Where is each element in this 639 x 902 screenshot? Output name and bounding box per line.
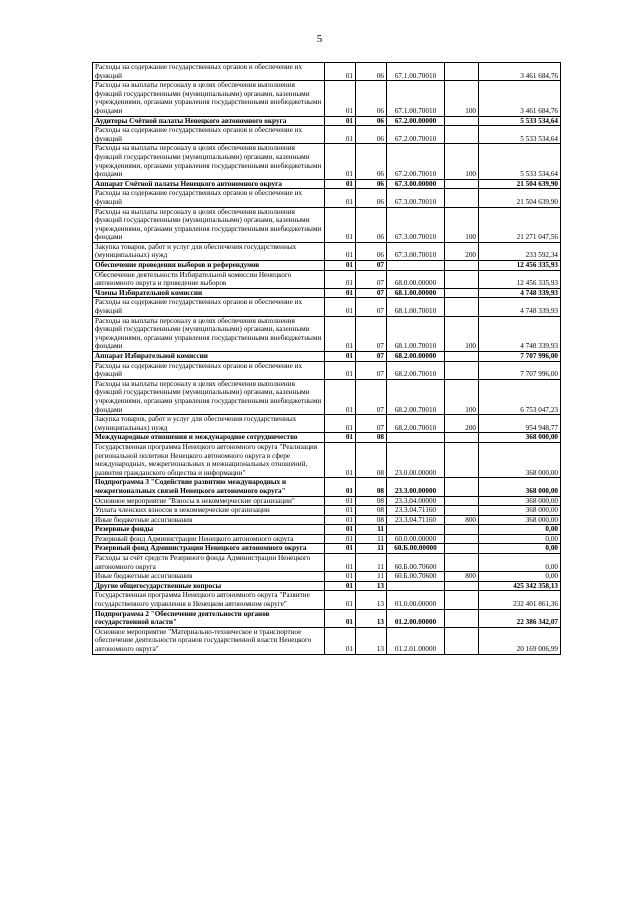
row-subsection: 07 xyxy=(356,415,387,433)
row-section: 01 xyxy=(325,116,356,126)
row-subsection: 08 xyxy=(356,478,387,496)
row-amount: 0,00 xyxy=(479,554,561,572)
row-target-article: 68.1.00.70010 xyxy=(387,298,445,316)
row-section: 01 xyxy=(325,534,356,544)
table-row xyxy=(93,189,561,207)
table-row xyxy=(93,261,561,271)
row-section: 01 xyxy=(325,298,356,316)
row-amount: 4 748 339,93 xyxy=(479,298,561,316)
row-section: 01 xyxy=(325,496,356,506)
row-expense-type: 100 xyxy=(445,207,479,242)
row-amount: 232 401 861,36 xyxy=(479,591,561,609)
row-subsection: 11 xyxy=(356,572,387,582)
row-name: Расходы на содержание государственных органов и обеспечение их функций xyxy=(93,189,325,207)
row-expense-type xyxy=(445,554,479,572)
row-subsection: 11 xyxy=(356,534,387,544)
row-expense-type xyxy=(445,609,479,627)
row-subsection: 08 xyxy=(356,496,387,506)
row-expense-type xyxy=(445,496,479,506)
table-row xyxy=(93,442,561,477)
row-subsection: 13 xyxy=(356,609,387,627)
row-target-article: 23.0.00.00000 xyxy=(387,442,445,477)
row-section: 01 xyxy=(325,442,356,477)
row-subsection: 07 xyxy=(356,316,387,351)
row-name: Основное мероприятие "Взносы в некоммерческие организации" xyxy=(93,496,325,506)
row-name: Иные бюджетные ассигнования xyxy=(93,572,325,582)
row-expense-type xyxy=(445,361,479,379)
row-section: 01 xyxy=(325,352,356,362)
page-number: 5 xyxy=(316,33,323,45)
row-section: 01 xyxy=(325,144,356,179)
table-row xyxy=(93,207,561,242)
row-name: Обеспечение деятельности Избирательной комиссии Ненецкого автономного округа и проведение выборов xyxy=(93,270,325,288)
row-target-article: 67.2.00.70010 xyxy=(387,144,445,179)
table-row xyxy=(93,352,561,362)
row-subsection: 06 xyxy=(356,179,387,189)
row-section: 01 xyxy=(325,572,356,582)
row-name: Аудиторы Счётной палаты Ненецкого автономного округа xyxy=(93,116,325,126)
row-section: 01 xyxy=(325,581,356,591)
row-subsection: 11 xyxy=(356,544,387,554)
table-row xyxy=(93,81,561,116)
row-subsection: 06 xyxy=(356,144,387,179)
table-row xyxy=(93,415,561,433)
row-section: 01 xyxy=(325,270,356,288)
row-amount: 368 000,00 xyxy=(479,478,561,496)
row-section: 01 xyxy=(325,591,356,609)
row-section: 01 xyxy=(325,433,356,443)
row-target-article: 23.3.00.00000 xyxy=(387,478,445,496)
row-subsection: 07 xyxy=(356,352,387,362)
row-name: Резервный фонд Администрации Ненецкого автономного округа xyxy=(93,544,325,554)
table-row xyxy=(93,116,561,126)
row-section: 01 xyxy=(325,609,356,627)
row-subsection: 06 xyxy=(356,116,387,126)
row-expense-type: 100 xyxy=(445,316,479,351)
table-row xyxy=(93,433,561,443)
row-name: Обеспечение проведения выборов и референдумов xyxy=(93,261,325,271)
table-row xyxy=(93,515,561,525)
table-row xyxy=(93,179,561,189)
table-row xyxy=(93,270,561,288)
row-subsection: 06 xyxy=(356,81,387,116)
row-expense-type xyxy=(445,116,479,126)
row-target-article: 23.3.04.71160 xyxy=(387,515,445,525)
row-expense-type: 200 xyxy=(445,415,479,433)
row-section: 01 xyxy=(325,126,356,144)
row-expense-type xyxy=(445,591,479,609)
row-subsection: 08 xyxy=(356,433,387,443)
row-amount: 0,00 xyxy=(479,534,561,544)
row-amount: 12 456 335,93 xyxy=(479,261,561,271)
row-expense-type xyxy=(445,298,479,316)
row-section: 01 xyxy=(325,261,356,271)
row-name: Расходы на выплаты персоналу в целях обеспечения выполнения функций государственными (муниципальными) органами, казенными учреждениями, органами управления государственными внебюджетными фондами xyxy=(93,81,325,116)
row-section: 01 xyxy=(325,554,356,572)
row-target-article xyxy=(387,581,445,591)
row-target-article: 67.3.00.70010 xyxy=(387,189,445,207)
table-row xyxy=(93,544,561,554)
table-row xyxy=(93,379,561,414)
row-amount: 20 169 006,99 xyxy=(479,627,561,654)
row-amount: 21 504 639,90 xyxy=(479,179,561,189)
row-name: Расходы на содержание государственных органов и обеспечение их функций xyxy=(93,126,325,144)
row-expense-type xyxy=(445,627,479,654)
row-name: Государственная программа Ненецкого автономного округа "Развитие государственного управления в Ненецком автономном округе" xyxy=(93,591,325,609)
table-row xyxy=(93,478,561,496)
row-section: 01 xyxy=(325,544,356,554)
table-row xyxy=(93,572,561,582)
row-amount: 22 386 342,07 xyxy=(479,609,561,627)
row-expense-type xyxy=(445,189,479,207)
row-expense-type xyxy=(445,478,479,496)
table-row xyxy=(93,627,561,654)
table-row xyxy=(93,496,561,506)
row-name: Другие общегосударственные вопросы xyxy=(93,581,325,591)
table-row xyxy=(93,242,561,260)
row-expense-type xyxy=(445,270,479,288)
row-amount: 5 533 534,64 xyxy=(479,116,561,126)
row-amount: 4 748 339,93 xyxy=(479,316,561,351)
row-target-article: 68.1.00.70010 xyxy=(387,316,445,351)
row-subsection: 06 xyxy=(356,63,387,81)
row-name: Закупка товаров, работ и услуг для обеспечения государственных (муниципальных) нужд xyxy=(93,415,325,433)
row-target-article: 60.0.00.00000 xyxy=(387,534,445,544)
table-row xyxy=(93,525,561,535)
row-name: Аппарат Избирательной комиссии xyxy=(93,352,325,362)
row-expense-type xyxy=(445,288,479,298)
row-expense-type xyxy=(445,525,479,535)
row-subsection: 06 xyxy=(356,242,387,260)
row-target-article: 01.2.01.00000 xyxy=(387,627,445,654)
row-expense-type xyxy=(445,179,479,189)
row-subsection: 08 xyxy=(356,515,387,525)
row-expense-type xyxy=(445,63,479,81)
row-name: Расходы на выплаты персоналу в целях обеспечения выполнения функций государственными (муниципальными) органами, казенными учреждениями, органами управления государственными внебюджетными фондами xyxy=(93,379,325,414)
row-section: 01 xyxy=(325,361,356,379)
row-amount: 425 342 358,13 xyxy=(479,581,561,591)
row-target-article: 23.3.04.71160 xyxy=(387,506,445,516)
row-name: Резервный фонд Администрации Ненецкого автономного округа xyxy=(93,534,325,544)
row-target-article: 01.2.00.00000 xyxy=(387,609,445,627)
row-subsection: 11 xyxy=(356,525,387,535)
row-subsection: 13 xyxy=(356,581,387,591)
table-row xyxy=(93,316,561,351)
row-name: Уплата членских взносов в некоммерческие организации xyxy=(93,506,325,516)
table-row xyxy=(93,298,561,316)
row-name: Основное мероприятие "Материально-техническое и транспортное обеспечение деятельности органов государственной власти Ненецкого автономного округа" xyxy=(93,627,325,654)
row-name: Подпрограмма 2 "Обеспечение деятельности органов государственной власти" xyxy=(93,609,325,627)
row-subsection: 13 xyxy=(356,591,387,609)
row-name: Члены Избирательной комиссии xyxy=(93,288,325,298)
row-section: 01 xyxy=(325,525,356,535)
row-subsection: 07 xyxy=(356,379,387,414)
row-amount: 5 533 534,64 xyxy=(479,126,561,144)
row-subsection: 07 xyxy=(356,270,387,288)
budget-table xyxy=(92,62,561,655)
row-expense-type: 800 xyxy=(445,572,479,582)
row-target-article: 23.3.04.00000 xyxy=(387,496,445,506)
row-subsection: 07 xyxy=(356,261,387,271)
row-amount: 954 948,77 xyxy=(479,415,561,433)
row-name: Иные бюджетные ассигнования xyxy=(93,515,325,525)
row-amount: 7 707 996,00 xyxy=(479,361,561,379)
row-target-article: 68.2.00.70010 xyxy=(387,415,445,433)
row-expense-type xyxy=(445,506,479,516)
row-subsection: 07 xyxy=(356,298,387,316)
row-name: Государственная программа Ненецкого автономного округа "Реализация региональной политики Ненецкого автономного округа в сфере международных, межрегиональных и межнациональных отношений, развития гражданского общества и информации" xyxy=(93,442,325,477)
row-target-article: 67.2.00.00000 xyxy=(387,116,445,126)
row-amount: 0,00 xyxy=(479,525,561,535)
row-expense-type xyxy=(445,126,479,144)
row-amount: 6 753 047,23 xyxy=(479,379,561,414)
row-section: 01 xyxy=(325,627,356,654)
row-amount: 3 461 684,76 xyxy=(479,81,561,116)
table-row xyxy=(93,144,561,179)
row-target-article: 68.2.00.70010 xyxy=(387,361,445,379)
table-row xyxy=(93,506,561,516)
row-amount: 7 707 996,00 xyxy=(479,352,561,362)
row-amount: 4 748 339,93 xyxy=(479,288,561,298)
row-subsection: 11 xyxy=(356,554,387,572)
row-subsection: 07 xyxy=(356,288,387,298)
row-expense-type xyxy=(445,581,479,591)
table-row xyxy=(93,609,561,627)
row-target-article: 68.0.00.00000 xyxy=(387,270,445,288)
row-target-article: 67.3.00.00000 xyxy=(387,179,445,189)
row-name: Расходы на содержание государственных органов и обеспечение их функций xyxy=(93,361,325,379)
row-target-article: 67.1.00.70010 xyxy=(387,81,445,116)
row-target-article: 68.2.00.00000 xyxy=(387,352,445,362)
row-section: 01 xyxy=(325,478,356,496)
table-row xyxy=(93,361,561,379)
row-target-article: 60.Б.00.70600 xyxy=(387,572,445,582)
row-target-article xyxy=(387,261,445,271)
row-name: Расходы на выплаты персоналу в целях обеспечения выполнения функций государственными (муниципальными) органами, казенными учреждениями, органами управления государственными внебюджетными фондами xyxy=(93,207,325,242)
row-target-article: 60.Б.00.70600 xyxy=(387,554,445,572)
row-target-article: 01.0.00.00000 xyxy=(387,591,445,609)
row-target-article: 68.2.00.70010 xyxy=(387,379,445,414)
row-expense-type xyxy=(445,534,479,544)
row-section: 01 xyxy=(325,288,356,298)
row-target-article: 60.Б.00.00000 xyxy=(387,544,445,554)
row-target-article: 67.2.00.70010 xyxy=(387,126,445,144)
table-row xyxy=(93,126,561,144)
row-subsection: 06 xyxy=(356,189,387,207)
row-section: 01 xyxy=(325,242,356,260)
table-row xyxy=(93,288,561,298)
row-expense-type: 100 xyxy=(445,379,479,414)
table-row xyxy=(93,63,561,81)
row-subsection: 08 xyxy=(356,506,387,516)
row-expense-type: 200 xyxy=(445,242,479,260)
row-expense-type xyxy=(445,544,479,554)
table-row xyxy=(93,581,561,591)
row-name: Расходы на выплаты персоналу в целях обеспечения выполнения функций государственными (муниципальными) органами, казенными учреждениями, органами управления государственными внебюджетными фондами xyxy=(93,316,325,351)
row-section: 01 xyxy=(325,515,356,525)
row-section: 01 xyxy=(325,179,356,189)
row-expense-type: 100 xyxy=(445,81,479,116)
row-amount: 368 000,00 xyxy=(479,496,561,506)
row-target-article xyxy=(387,525,445,535)
row-amount: 12 456 335,93 xyxy=(479,270,561,288)
row-amount: 21 271 047,56 xyxy=(479,207,561,242)
row-section: 01 xyxy=(325,81,356,116)
row-expense-type xyxy=(445,433,479,443)
row-expense-type xyxy=(445,352,479,362)
row-amount: 368 000,00 xyxy=(479,442,561,477)
row-amount: 368 000,00 xyxy=(479,515,561,525)
row-target-article: 67.3.00.70010 xyxy=(387,207,445,242)
row-amount: 21 504 639,90 xyxy=(479,189,561,207)
row-subsection: 13 xyxy=(356,627,387,654)
row-amount: 368 000,00 xyxy=(479,433,561,443)
budget-table-body xyxy=(93,63,561,655)
row-name: Резервные фонды xyxy=(93,525,325,535)
row-name: Аппарат Счётной палаты Ненецкого автономного округа xyxy=(93,179,325,189)
row-name: Расходы на содержание государственных органов и обеспечение их функций xyxy=(93,63,325,81)
row-section: 01 xyxy=(325,207,356,242)
row-amount: 0,00 xyxy=(479,544,561,554)
row-amount: 368 000,00 xyxy=(479,506,561,516)
row-expense-type: 800 xyxy=(445,515,479,525)
row-name: Расходы за счёт средств Резервного фонда Администрации Ненецкого автономного округа xyxy=(93,554,325,572)
row-subsection: 08 xyxy=(356,442,387,477)
row-section: 01 xyxy=(325,506,356,516)
row-amount: 233 592,34 xyxy=(479,242,561,260)
row-expense-type xyxy=(445,442,479,477)
row-expense-type xyxy=(445,261,479,271)
row-section: 01 xyxy=(325,316,356,351)
row-target-article: 67.1.00.70010 xyxy=(387,63,445,81)
table-row xyxy=(93,534,561,544)
row-section: 01 xyxy=(325,189,356,207)
row-amount: 0,00 xyxy=(479,572,561,582)
row-subsection: 06 xyxy=(356,126,387,144)
row-section: 01 xyxy=(325,415,356,433)
row-name: Подпрограмма 3 "Содействие развитию международных и межрегиональных связей Ненецкого автономного округа" xyxy=(93,478,325,496)
row-name: Расходы на выплаты персоналу в целях обеспечения выполнения функций государственными (муниципальными) органами, казенными учреждениями, органами управления государственными внебюджетными фондами xyxy=(93,144,325,179)
row-name: Закупка товаров, работ и услуг для обеспечения государственных (муниципальных) нужд xyxy=(93,242,325,260)
row-section: 01 xyxy=(325,63,356,81)
row-target-article: 68.1.00.00000 xyxy=(387,288,445,298)
row-section: 01 xyxy=(325,379,356,414)
table-row xyxy=(93,591,561,609)
row-target-article: 67.3.00.70010 xyxy=(387,242,445,260)
row-target-article xyxy=(387,433,445,443)
row-amount: 3 461 684,76 xyxy=(479,63,561,81)
row-name: Международные отношения и международное сотрудничество xyxy=(93,433,325,443)
row-name: Расходы на содержание государственных органов и обеспечение их функций xyxy=(93,298,325,316)
table-row xyxy=(93,554,561,572)
row-amount: 5 533 534,64 xyxy=(479,144,561,179)
row-subsection: 07 xyxy=(356,361,387,379)
row-subsection: 06 xyxy=(356,207,387,242)
row-expense-type: 100 xyxy=(445,144,479,179)
